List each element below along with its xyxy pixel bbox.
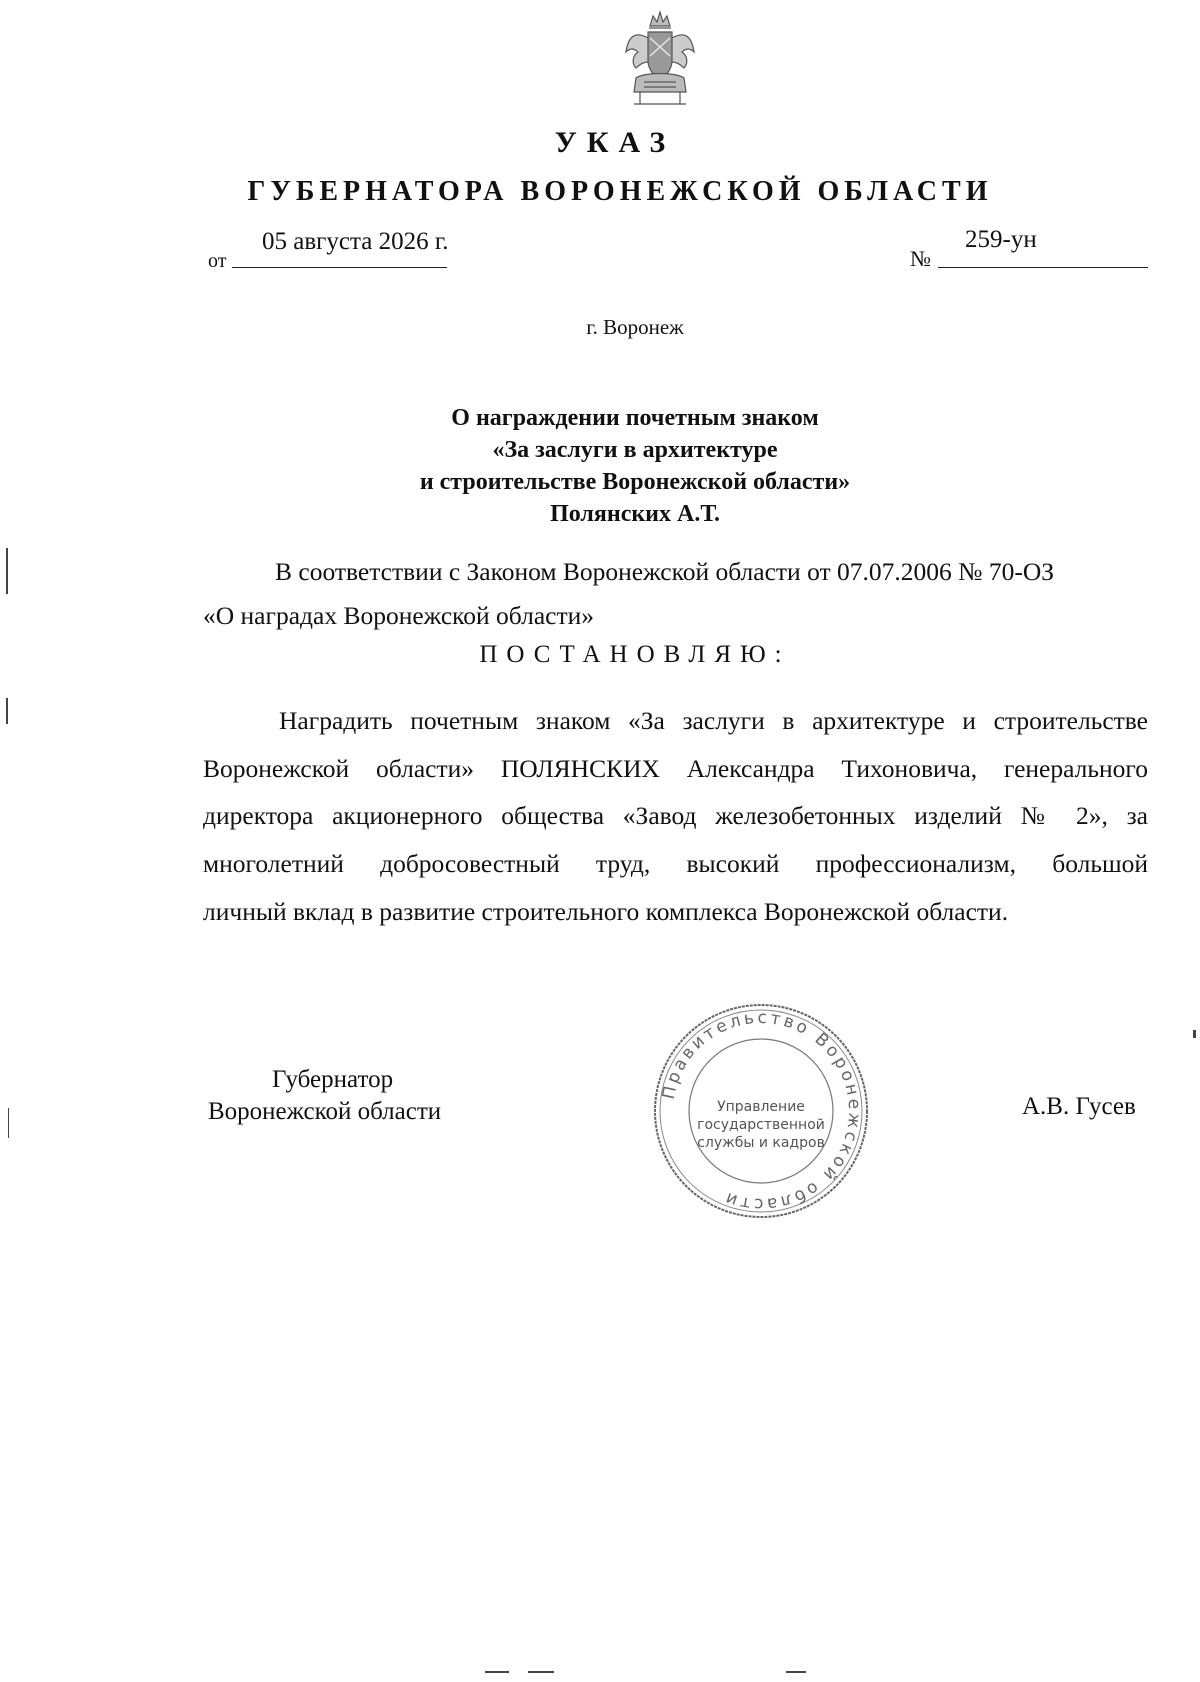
scan-mark: [786, 1671, 806, 1673]
stamp-inner-text: службы и кадров: [697, 1135, 825, 1151]
date-underline: [232, 267, 447, 268]
date-label: от: [208, 250, 227, 272]
legal-basis-line: В соответствии с Законом Воронежской области от 07.07.2006 № 70-ОЗ: [275, 557, 1055, 586]
subject-line: Полянских А.Т.: [550, 501, 720, 527]
decree-word: ПОСТАНОВЛЯЮ:: [479, 641, 791, 668]
official-stamp-icon: [650, 1000, 872, 1222]
stamp-outer-text: Правительство Воронежской области: [658, 1007, 865, 1215]
subject-line: и строительстве Воронежской области»: [419, 469, 851, 495]
number-underline: [938, 267, 1148, 268]
paragraph-line: личный вклад в развитие строительного комплекса Воронежской области.: [203, 897, 1009, 926]
coat-of-arms-icon: [620, 8, 700, 112]
scan-mark: [528, 1671, 554, 1673]
paragraph-line: директора акционерного общества «Завод железобетонных изделий № 2», за: [203, 801, 1148, 830]
paragraph-line: Воронежской области» ПОЛЯНСКИХ Александра Тихоновича, генерального: [203, 754, 1148, 783]
document-date: 05 августа 2026 г.: [262, 228, 449, 255]
paragraph-line: Наградить почетным знаком «За заслуги в архитектуре и строительстве: [279, 706, 1148, 735]
stamp-inner-text: государственной: [697, 1117, 825, 1133]
scan-mark: [485, 1671, 509, 1673]
signer-position: Воронежской области: [208, 1098, 442, 1125]
scan-mark: [8, 1108, 9, 1138]
signer-name: А.В. Гусев: [1022, 1093, 1136, 1120]
subject-line: «За заслуги в архитектуре: [492, 437, 778, 463]
scan-mark: [6, 698, 8, 724]
signer-position: Губернатор: [272, 1066, 394, 1093]
number-label: №: [910, 246, 931, 271]
paragraph-line: многолетний добросовестный труд, высокий профессионализм, большой: [203, 849, 1148, 878]
city: г. Воронеж: [586, 315, 684, 339]
stamp-inner-text: Управление: [717, 1099, 805, 1115]
scan-mark: [6, 548, 8, 594]
subject-line: О награждении почетным знаком: [451, 405, 819, 431]
document-issuer: ГУБЕРНАТОРА ВОРОНЕЖСКОЙ ОБЛАСТИ: [247, 176, 993, 207]
legal-basis-line: «О наградах Воронежской области»: [203, 601, 595, 630]
scan-mark: [1193, 1030, 1196, 1038]
document-number: 259-ун: [965, 226, 1037, 253]
document-title: УКАЗ: [554, 126, 676, 159]
